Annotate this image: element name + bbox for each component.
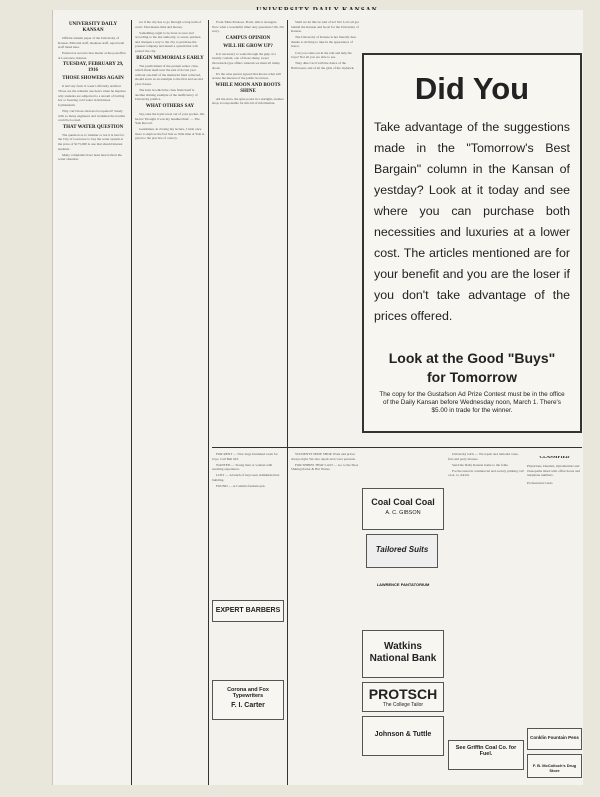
- johnson-tuttle-ad: Johnson & Tuttle: [374, 731, 432, 738]
- conklin-pens-ad: Conklin Fountain Pens: [530, 735, 579, 740]
- pantatorium-ad: LAWRENCE PANTATORIUM: [376, 582, 430, 587]
- did-you-advertisement: [362, 53, 582, 433]
- ad-title: Did You: [414, 71, 530, 106]
- carter-ad: F. I. Carter: [231, 702, 265, 709]
- lower-column-4: STUDENTS SHOE SHOP. Work and prices always right. We also repair and cover parasols. FOR SHINES THAT LAST — Go to the Shoe Shining Parlor & Hat Works.: [291, 452, 359, 472]
- column-2: ice if the city has to go through a long term of court. That means time and money. Something ought to be done at once and according to the last authority, to arrest, quicken and cheapen a way to the city to purchase the present company and install a system that will protect the city. BEGIN MEMORIALS EARLY The predicament of the present senior class, which finds itself near the end of its last year without one-half of the memorial fund collected, should serve as an example to the first and second year classes. The hole in which the class finds itself is another shining example of the inefficiency of University politics. WHAT OTHERS SAY Say, take the Gym towel out of your pocket. Oh, ha-ha! Thought it was my handkerchief. — The Yale Record. Gentlemen, in closing my lecture, I wish once more to deplore the fact that so little time at Yale is given to the practice of oratory.: [135, 20, 205, 141]
- protsch-sub: The College Tailor: [382, 702, 424, 708]
- classified-title: CLASSIFIED: [539, 456, 570, 460]
- headline-showers: THOSE SHOWERS AGAIN: [62, 76, 124, 82]
- column-1: UNIVERSITY DAILY KANSAN Official student paper of the University of Kansas. Editorial staff, business staff, reportorial staff listed here. Entered as second class matter at the postoffice at Lawrence, Kansas. TUESDAY, FEBRUARY 29, 1916 THOSE SHOWERS AGAIN It isn't my fault. It wasn't officially notified. Those are the remarks one hears when he inquires why students are subjected to a stream of boiling hot or freezing cold water in Robinson Gymnasium. Why can't those showers be repaired? Surely with so many engineers and workmen the trouble could be located. THAT WATER QUESTION The question as to whether or not it is best for the City of Lawrence to buy the water system at the price of $175,000 is one that should interest students. Many complaints have been heard about the water situation.: [58, 22, 127, 162]
- ad-body: Take advantage of the suggestions made in the "Tomorrow's Best Bargain" column in the Kansan of yestday? Look at it today and see where you can purchase both necessities and luxuries at a lower cost. The articles mentioned are for your benefit and you are the loser if you don't take advantage of the prices offered.: [374, 120, 570, 323]
- headline-memorials: BEGIN MEMORIALS EARLY: [136, 55, 204, 61]
- lower-column-6: University Girls — We repair and remodel coats, furs and party dresses. Send the Daily Kansan home to the folks. For the latest in commercial and society printing call on A. G. Alrich.: [448, 452, 524, 478]
- ad-fine-print: The copy for the Gustafson Ad Prize Contest must be in the office of the Daily Kansan before Wednesday noon, March 1. There's $5.00 in trade for the winner.: [379, 391, 565, 414]
- column-4: Shall we let this be said of us? No! Let's all get behind the Kansan and boost for the University of Kansas. The University of Kansas is her literally dear thanks to striving to take in the appearance of honor. Can you come out in the rain and help the boys? Not all you are able to see. They dine Cecil with the dance of the Halloween, and of all the girls of the Jayhawk.: [291, 20, 359, 70]
- column-3: From Table Potatoes. Prom, talk to strangers. Now what a wonderful time! Any questions? Oh, I'm sorry. CAMPUS OPINION WILL HE GROW UP? Is it necessary to wade through the gulp of a beastly content, one of those shaky, sweet throwback-type affairs wherein we must all tramp about. It's the wise person agreed that knows what will arouse the interest of the public he leaves. WHILE MOON AND BOOTS SHINE All the stars, the spire pours in a starlight, another shop. Is responsible for this bit of information.: [212, 20, 284, 106]
- paper-title: UNIVERSITY DAILY KANSAN: [68, 22, 118, 33]
- headline-campus-opinion: CAMPUS OPINION: [225, 35, 271, 41]
- lower-column-3: FOR RENT — Nice large furnished room for boys. Call Bell 923. WANTED — Young man or woman with teaching experience. LOST — A bunch of keys near Administration building. FOUND — A Conklin fountain pen.: [212, 452, 280, 489]
- mccolloch-ad: F. B. McColloch's Drug Store: [532, 763, 577, 773]
- classified-column: CLASSIFIED Physicians, Dentists, Optometrists and Osteopaths listed with office hours and telephone numbers. Professional Cards: [527, 456, 582, 786]
- ad-tagline-2: for Tomorrow: [427, 369, 517, 385]
- headline-moon-boots: WHILE MOON AND BOOTS SHINE: [215, 82, 281, 94]
- watkins-bank-ad: Watkins National Bank: [369, 641, 437, 664]
- expert-barbers-ad: EXPERT BARBERS: [215, 607, 281, 614]
- coal-ad: Coal Coal Coal: [371, 497, 435, 507]
- headline-grow-up: WILL HE GROW UP?: [223, 43, 273, 49]
- protsch-ad: PROTSCH: [368, 686, 438, 702]
- corona-ad: Corona and Fox Typewriters: [227, 687, 269, 699]
- headline-water: THAT WATER QUESTION: [62, 124, 124, 130]
- griffin-coal-ad: See Griffin Coal Co. for Fuel.: [455, 745, 517, 757]
- date-line: TUESDAY, FEBRUARY 29, 1916: [62, 62, 124, 74]
- gibson-ad: A. C. GIBSON: [385, 510, 421, 516]
- headline-what-others-say: WHAT OTHERS SAY: [145, 103, 195, 109]
- ad-tagline-1: Look at the Good "Buys": [388, 350, 556, 366]
- tailored-suits-ad: Tailored Suits: [375, 545, 429, 554]
